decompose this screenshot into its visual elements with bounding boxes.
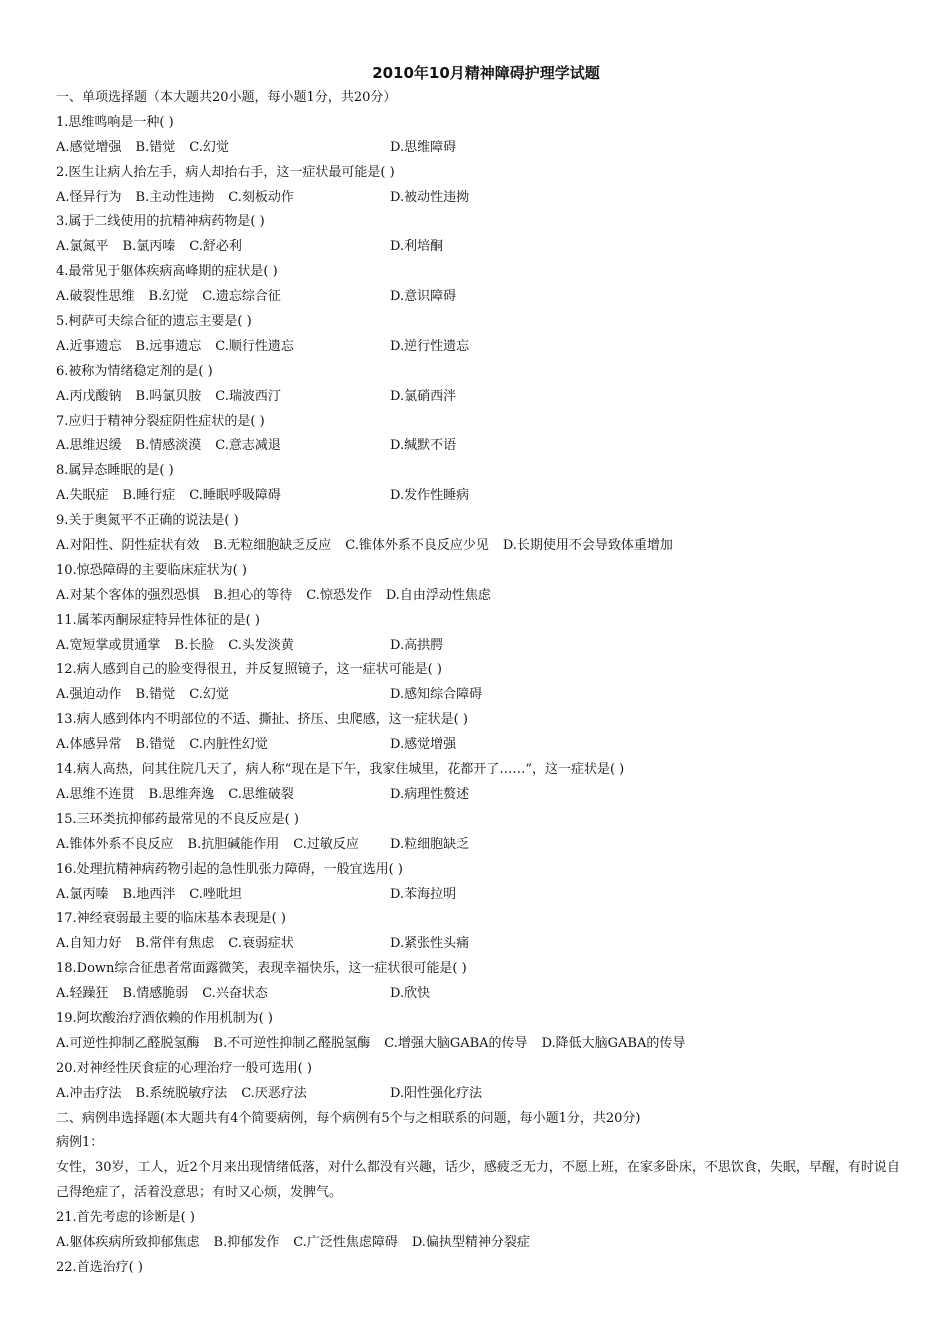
question-stem: 20.对神经性厌食症的心理治疗一般可选用( ) (56, 1060, 312, 1076)
option-row (56, 136, 916, 161)
option-row (56, 883, 916, 908)
option-c: C.锥体外系不良反应少见 (345, 538, 489, 554)
option-b: B.无粒细胞缺乏反应 (213, 538, 332, 554)
option-c: C.厌恶疗法 (241, 1085, 307, 1101)
option-d: D.自由浮动性焦虑 (385, 587, 491, 603)
option-row (56, 1231, 916, 1256)
option-b: B.主动性违拗 (135, 189, 215, 205)
option-d: D.意识障碍 (390, 289, 457, 305)
option-row (56, 634, 916, 659)
option-a: A.对某个客体的强烈恐惧 (56, 587, 200, 603)
option-d: D.苯海拉明 (390, 886, 457, 902)
option-d: D.紧张性头痛 (390, 936, 470, 952)
option-a: A.丙戊酸钠 (56, 388, 122, 404)
option-a: A.氯丙嗪 (56, 886, 109, 902)
option-b: B.吗氯贝胺 (135, 388, 202, 404)
option-a: A.思维不连贯 (56, 786, 135, 802)
option-row (56, 285, 916, 310)
option-b: B.错觉 (135, 737, 176, 753)
question-stem: 14.病人高热，问其住院几天了，病人称“现在是下午，我家住城里，花都开了……”，这一症状是( ) (56, 762, 625, 778)
option-b: B.常伴有焦虑 (135, 936, 215, 952)
page-title: 2010年10月精神障碍护理学试题 (372, 64, 600, 82)
question-stem: 3.属于二线使用的抗精神病药物是( ) (56, 214, 265, 230)
option-row (56, 484, 916, 509)
exam-page (56, 60, 916, 1281)
question-stem: 16.处理抗精神病药物引起的急性肌张力障碍，一般宜选用( ) (56, 861, 403, 877)
option-c: C.意志减退 (215, 438, 281, 454)
question-stem: 11.属苯丙酮尿症特异性体征的是( ) (56, 612, 260, 628)
option-a: A.氯氮平 (56, 239, 109, 255)
option-c: C.幻觉 (189, 139, 229, 155)
option-b: B.错觉 (135, 139, 176, 155)
option-b: B.远事遗忘 (135, 338, 202, 354)
option-row (56, 584, 916, 609)
option-row (56, 783, 916, 808)
option-a: A.冲击疗法 (56, 1085, 122, 1101)
question-stem: 10.惊恐障碍的主要临床症状为( ) (56, 562, 247, 578)
option-c: C.幻觉 (189, 687, 229, 703)
question-stem: 19.阿坎酸治疗酒依赖的作用机制为( ) (56, 1010, 273, 1026)
option-c: C.兴奋状态 (202, 986, 268, 1002)
option-d: D.阳性强化疗法 (390, 1085, 483, 1101)
option-d: D.缄默不语 (390, 438, 457, 454)
question-stem: 5.柯萨可夫综合征的遗忘主要是( ) (56, 314, 252, 330)
option-c: C.内脏性幻觉 (189, 737, 268, 753)
question-stem: 9.关于奥氮平不正确的说法是( ) (56, 513, 239, 529)
option-row (56, 335, 916, 360)
question-stem: 7.应归于精神分裂症阴性症状的是( ) (56, 413, 265, 429)
question-stem: 21.首先考虑的诊断是( ) (56, 1210, 195, 1226)
option-a: A.思维迟缓 (56, 438, 122, 454)
question-stem: 13.病人感到体内不明部位的不适、撕扯、挤压、虫爬感，这一症状是( ) (56, 712, 468, 728)
option-c: C.头发淡黄 (228, 637, 294, 653)
option-d: D.欣快 (390, 986, 431, 1002)
option-c: C.惊恐发作 (306, 587, 372, 603)
section-heading: 二、病例串选择题(本大题共有4个简要病例，每个病例有5个与之相联系的问题，每小题1分，共20分) (56, 1110, 641, 1126)
case-label: 病例1： (56, 1135, 104, 1151)
option-d: D.粒细胞缺乏 (390, 836, 470, 852)
option-c: C.衰弱症状 (228, 936, 294, 952)
option-d: D.逆行性遗忘 (390, 338, 470, 354)
option-row (56, 186, 916, 211)
option-c: C.过敏反应 (293, 836, 359, 852)
option-a: A.躯体疾病所致抑郁焦虑 (56, 1235, 200, 1250)
option-d: D.高拱腭 (390, 637, 444, 653)
option-b: B.情感淡漠 (135, 438, 202, 454)
option-c: C.瑞波西汀 (215, 388, 281, 404)
option-d: D.利培酮 (390, 239, 444, 255)
option-a: A.对阳性、阴性症状有效 (56, 538, 200, 554)
option-a: A.近事遗忘 (56, 338, 122, 354)
option-a: A.自知力好 (56, 936, 122, 952)
question-stem: 12.病人感到自己的脸变得很丑，并反复照镜子，这一症状可能是( ) (56, 662, 442, 678)
option-row (56, 534, 916, 559)
option-d: D.感知综合障碍 (390, 687, 483, 703)
option-a: A.强迫动作 (56, 687, 122, 703)
option-row (56, 1032, 916, 1057)
option-row (56, 683, 916, 708)
option-d: D.偏执型精神分裂症 (411, 1235, 530, 1250)
option-b: B.不可逆性抑制乙醛脱氢酶 (213, 1035, 371, 1051)
option-b: B.担心的等待 (213, 587, 293, 603)
option-row (56, 833, 916, 858)
option-a: A.破裂性思维 (56, 289, 135, 305)
option-d: D.发作性睡病 (390, 488, 470, 504)
option-d: D.氯硝西泮 (390, 388, 457, 404)
question-stem: 8.属异态睡眠的是( ) (56, 463, 174, 479)
option-row (56, 235, 916, 260)
option-row (56, 982, 916, 1007)
option-b: B.错觉 (135, 687, 176, 703)
question-stem: 2.医生让病人抬左手，病人却抬右手，这一症状最可能是( ) (56, 164, 395, 180)
question-stem: 1.思维鸣响是一种( ) (56, 114, 174, 130)
option-a: A.怪异行为 (56, 189, 122, 205)
option-a: A.体感异常 (56, 737, 122, 753)
option-d: D.思维障碍 (390, 139, 457, 155)
option-b: B.睡行症 (122, 488, 176, 504)
option-a: A.锥体外系不良反应 (56, 836, 174, 852)
option-d: D.感觉增强 (390, 737, 457, 753)
option-c: C.思维破裂 (228, 786, 294, 802)
option-b: B.长脸 (174, 637, 215, 653)
option-d: D.降低大脑GABA的传导 (541, 1035, 686, 1051)
question-list (56, 111, 916, 1107)
option-c: C.舒必利 (189, 239, 242, 255)
option-b: B.地西泮 (122, 886, 176, 902)
option-b: B.情感脆弱 (122, 986, 189, 1002)
option-c: C.广泛性焦虑障碍 (293, 1235, 398, 1250)
question-stem: 17.神经衰弱最主要的临床基本表现是( ) (56, 911, 286, 927)
option-row (56, 733, 916, 758)
option-row (56, 385, 916, 410)
option-row (56, 1082, 916, 1107)
option-a: A.失眠症 (56, 488, 109, 504)
question-stem: 4.最常见于躯体疾病高峰期的症状是( ) (56, 264, 278, 280)
option-d: D.病理性赘述 (390, 786, 470, 802)
option-a: A.可逆性抑制乙醛脱氢酶 (56, 1035, 200, 1051)
section-heading: 一、单项选择题（本大题共20小题，每小题1分，共20分） (56, 90, 397, 105)
question-stem: 22.首选治疗( ) (56, 1259, 143, 1275)
option-a: A.轻躁狂 (56, 986, 109, 1002)
question-stem: 18.Down综合征患者常面露微笑，表现幸福快乐，这一症状很可能是( ) (56, 961, 467, 977)
option-b: B.幻觉 (148, 289, 189, 305)
option-b: B.氯丙嗪 (122, 239, 176, 255)
question-stem: 6.被称为情绪稳定剂的是( ) (56, 363, 213, 379)
option-b: B.抗胆碱能作用 (187, 836, 280, 852)
case-description: 女性，30岁，工人，近2个月来出现情绪低落，对什么都没有兴趣，话少，感疲乏无力，不愿上班，在家多卧床，不思饮食，失眠，早醒，有时说自己得绝症了，活着没意思；有时又心烦，发脾气。 (56, 1160, 900, 1201)
option-c: C.顺行性遗忘 (215, 338, 294, 354)
option-b: B.抑郁发作 (213, 1235, 280, 1250)
option-c: C.睡眠呼吸障碍 (189, 488, 281, 504)
option-c: C.增强大脑GABA的传导 (384, 1035, 528, 1051)
option-c: C.遗忘综合征 (202, 289, 281, 305)
option-row (56, 932, 916, 957)
option-a: A.感觉增强 (56, 139, 122, 155)
option-c: C.唑吡坦 (189, 886, 242, 902)
option-d: D.被动性违拗 (390, 189, 470, 205)
option-d: D.长期使用不会导致体重增加 (502, 538, 673, 554)
question-stem: 15.三环类抗抑郁药最常见的不良反应是( ) (56, 811, 299, 827)
option-c: C.刻板动作 (228, 189, 294, 205)
option-a: A.宽短掌或贯通掌 (56, 637, 161, 653)
option-row (56, 434, 916, 459)
option-b: B.系统脱敏疗法 (135, 1085, 228, 1101)
option-b: B.思维奔逸 (148, 786, 215, 802)
